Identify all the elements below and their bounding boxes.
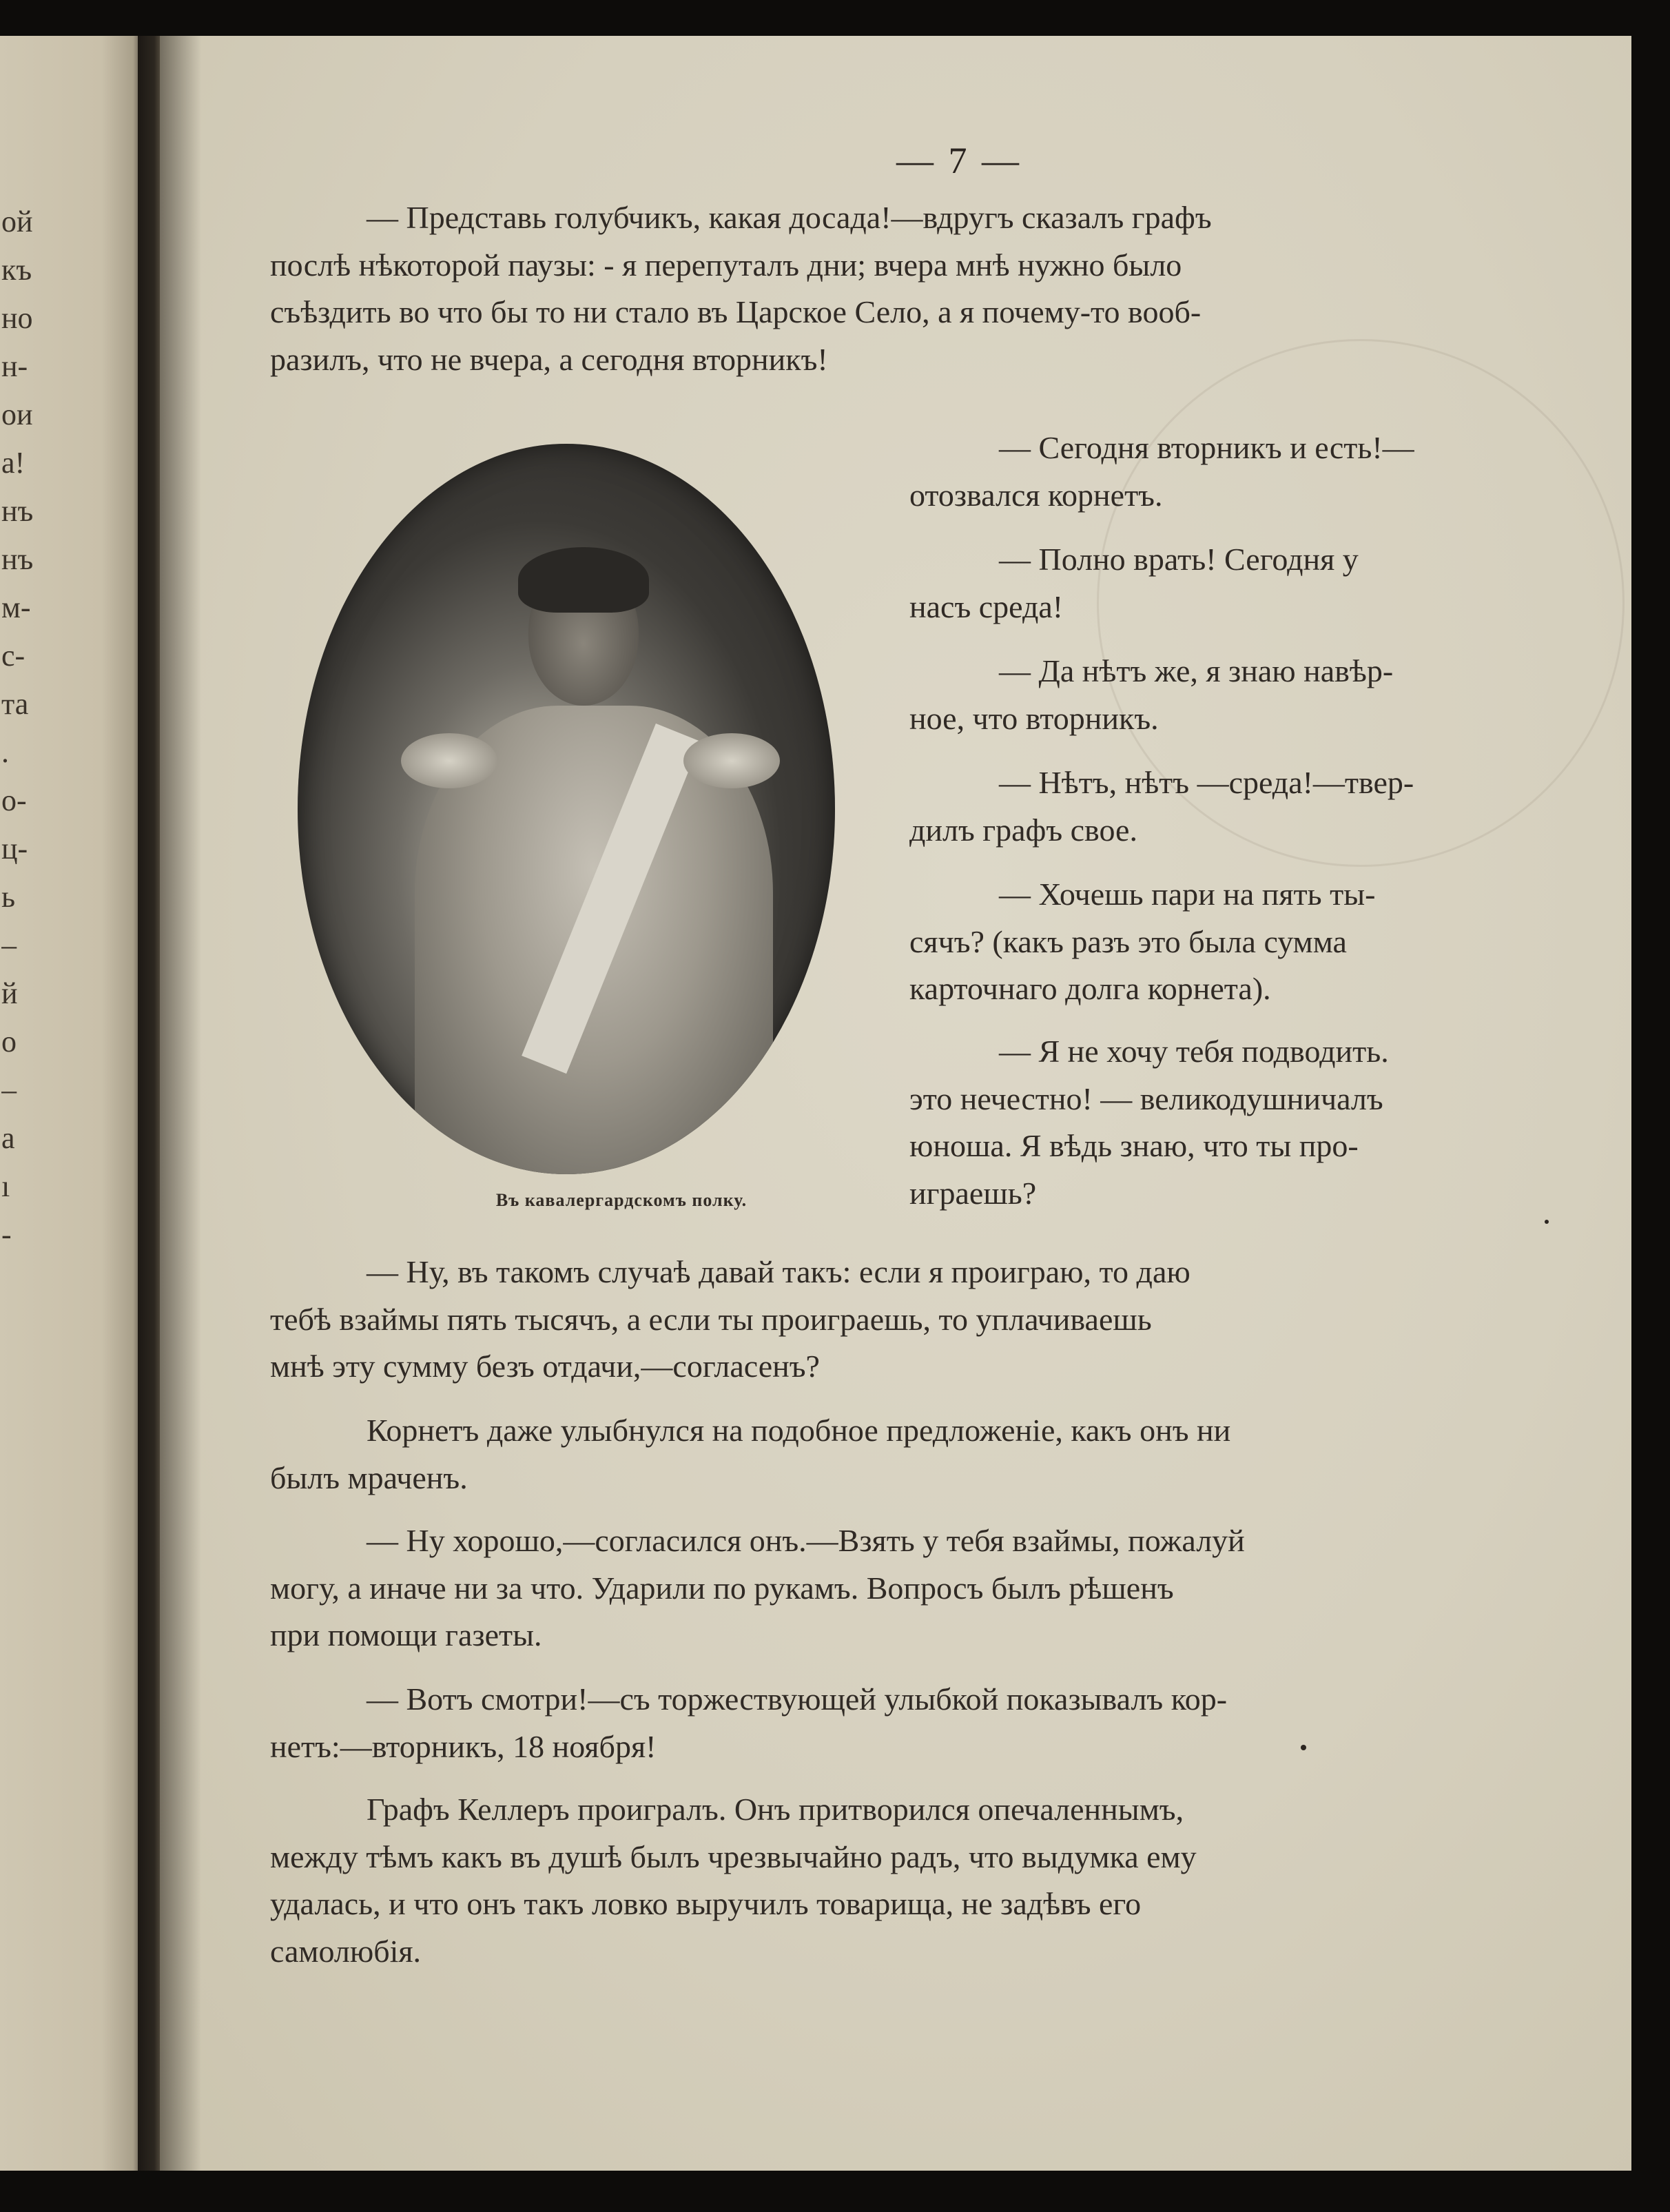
text-line: нетъ:—вторникъ, 18 ноября! — [270, 1728, 657, 1764]
prev-line: ой — [1, 207, 33, 237]
prev-line: й — [1, 979, 18, 1009]
hair — [518, 547, 649, 613]
text-line: при помощи газеты. — [270, 1617, 542, 1652]
text-line: между тѣмъ какъ въ душѣ былъ чрезвычайно радъ, что выдумка ему — [270, 1839, 1197, 1874]
text-line: — Хочешь пари на пять ты- — [999, 877, 1376, 912]
text-line: ное, что вторникъ. — [909, 700, 1159, 736]
prev-line: н- — [1, 351, 28, 382]
text-line: — Полно врать! Сегодня у — [999, 542, 1359, 577]
text-line: юноша. Я вѣдь знаю, что ты про- — [909, 1128, 1359, 1163]
text-line: карточнаго долга корнета). — [909, 971, 1271, 1006]
text-line: — Ну, въ такомъ случаѣ давай такъ: если я проиграю, то даю — [367, 1254, 1190, 1289]
ink-speck — [1545, 1220, 1549, 1224]
prev-line: ои — [1, 400, 33, 430]
text-line: это нечестно! — великодушничалъ — [909, 1081, 1383, 1116]
paragraph — [270, 1676, 1517, 1770]
text-line: — Да нѣтъ же, я знаю навѣр- — [999, 653, 1394, 688]
paragraph — [909, 648, 1517, 742]
prev-line: – — [1, 930, 17, 961]
prev-line: нъ — [1, 544, 34, 575]
scan-border-bottom — [0, 2171, 1670, 2212]
prev-line: къ — [1, 255, 32, 285]
text-line: съѣздить во что бы то ни стало въ Царское Село, а я почему-то вооб- — [270, 294, 1202, 329]
text-line: мнѣ эту сумму безъ отдачи,—согласенъ? — [270, 1349, 820, 1384]
page-shadow — [160, 36, 201, 2171]
text-line: — Нѣтъ, нѣтъ —среда!—твер- — [999, 765, 1414, 800]
prev-line: – — [1, 1075, 17, 1105]
paragraph — [270, 194, 1517, 383]
paragraph — [909, 871, 1517, 1013]
text-line: — Вотъ смотри!—съ торжествующей улыбкой показывалъ кор- — [367, 1681, 1228, 1717]
page-number: — 7 — — [896, 140, 1022, 181]
text-line: — Представь голубчикъ, какая досада!—вдругъ сказалъ графъ — [367, 200, 1212, 235]
text-line: тебѣ взаймы пять тысячъ, а если ты проиграешь, то уплачиваешь — [270, 1301, 1152, 1337]
text-line: насъ среда! — [909, 588, 1064, 624]
text-line: сячъ? (какъ разъ это была сумма — [909, 923, 1347, 959]
prev-line: . — [1, 737, 9, 768]
ink-speck — [1301, 1745, 1306, 1750]
paragraph — [270, 1249, 1517, 1391]
text-line: разилъ, что не вчера, а сегодня вторникъ! — [270, 341, 828, 377]
portrait-photo — [298, 444, 835, 1174]
prev-line: та — [1, 689, 29, 719]
prev-line: а — [1, 1123, 15, 1154]
text-line: — Ну хорошо,—согласился онъ.—Взять у тебя взаймы, пожалуй — [367, 1523, 1245, 1558]
scan-border-right — [1631, 0, 1670, 2212]
prev-line: ц- — [1, 834, 28, 864]
prev-line: м- — [1, 593, 31, 623]
text-line: дилъ графъ свое. — [909, 812, 1137, 848]
text-line: самолюбія. — [270, 1933, 422, 1969]
paragraph — [909, 536, 1517, 631]
book-page — [160, 36, 1631, 2171]
text-line: могу, а иначе ни за что. Ударили по рукамъ. Вопросъ былъ рѣшенъ — [270, 1570, 1174, 1606]
epaulet-right — [683, 733, 780, 788]
paragraph — [909, 424, 1517, 519]
prev-line: ь — [1, 882, 16, 912]
previous-page-edge — [0, 36, 145, 2171]
prev-line: о — [1, 1027, 17, 1057]
text-line: Корнетъ даже улыбнулся на подобное предложеніе, какъ онъ ни — [367, 1413, 1231, 1448]
image-caption: Въ кавалергардскомъ полку. — [495, 1190, 748, 1210]
text-line: удалась, и что онъ такъ ловко выручилъ товарища, не задѣвъ его — [270, 1886, 1142, 1921]
prev-line: нъ — [1, 496, 34, 526]
epaulet-left — [401, 733, 497, 788]
text-line: Графъ Келлеръ проигралъ. Онъ притворился опечаленнымъ, — [367, 1792, 1184, 1827]
text-line: послѣ нѣкоторой паузы: - я перепуталъ дни; вчера мнѣ нужно было — [270, 247, 1182, 283]
prev-line: ı — [1, 1171, 10, 1202]
prev-line: а! — [1, 448, 25, 478]
text-line: играешь? — [909, 1175, 1037, 1211]
text-line: — Я не хочу тебя подводить. — [999, 1034, 1389, 1069]
prev-line: с- — [1, 641, 25, 671]
prev-line: о- — [1, 786, 27, 816]
text-line: — Сегодня вторникъ и есть!— — [999, 430, 1414, 465]
text-line: былъ мраченъ. — [270, 1460, 468, 1495]
scan-border-top — [0, 0, 1670, 36]
text-line: отозвался корнетъ. — [909, 477, 1163, 513]
paragraph — [270, 1786, 1517, 1975]
prev-line: но — [1, 303, 33, 334]
prev-line: - — [1, 1220, 12, 1250]
paragraph — [270, 1407, 1517, 1502]
paragraph — [909, 759, 1517, 854]
paragraph — [270, 1517, 1517, 1659]
paragraph — [909, 1028, 1517, 1217]
